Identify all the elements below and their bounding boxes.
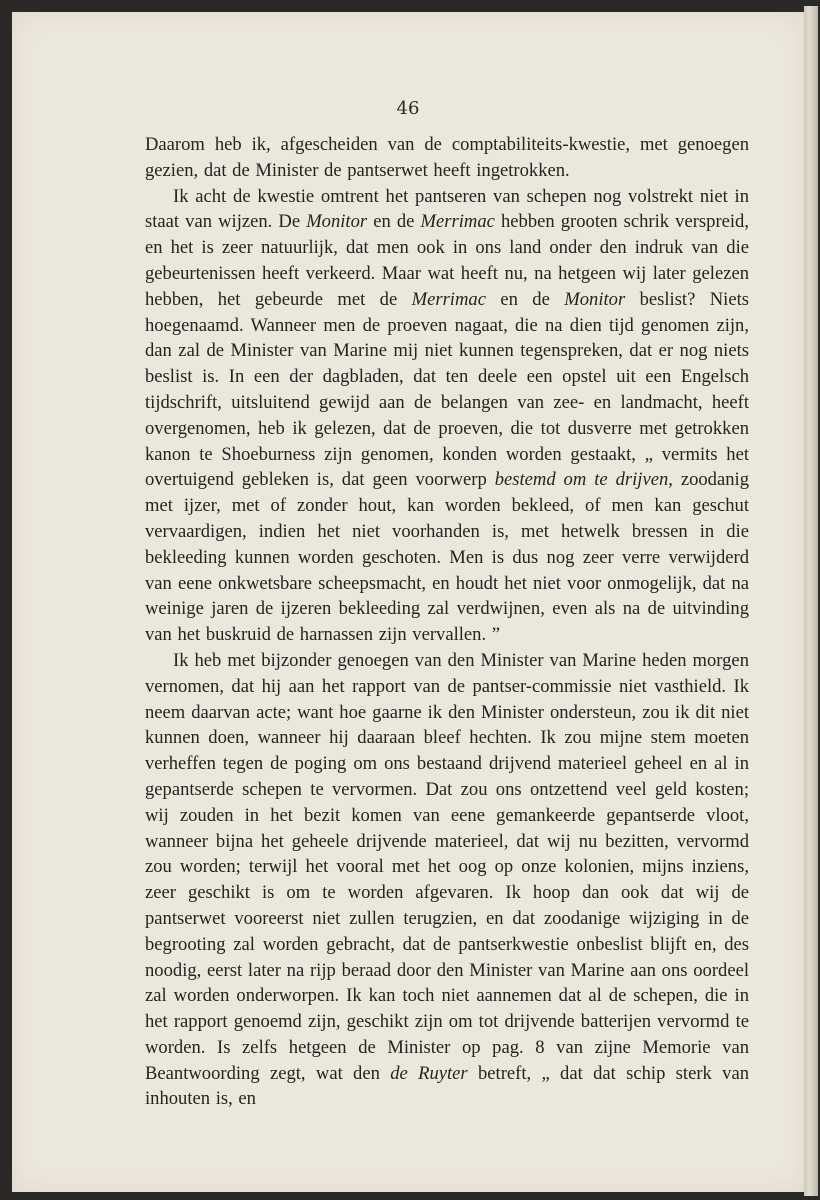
italic-text: Monitor xyxy=(564,288,626,310)
text-run: en de xyxy=(367,211,421,233)
paragraph xyxy=(145,648,749,1112)
paragraph xyxy=(145,132,749,184)
text-run: Ik heb met bijzonder genoegen van den Minister van Marine heden morgen vernomen, dat hij aan het rapport van de pantser-commissie niet vasthield. Ik neem daarvan acte; want hoe gaarne ik den Minister ondersteun, zou ik dit niet kunnen doen, wanneer hij daaraan bleef hechten. Ik zou mijne stem moeten verheffen tegen de poging om ons bestaand drijvend materieel geheel en al in gepantserde schepen te vervormen. Dat zou ons ontzettend veel geld kosten; wij zouden in het bezit komen van eene gemankeerde gepantserde vloot, wanneer bijna het geheele drijvende materieel, dat wij nu bezitten, vervormd zou worden; terwijl het vooral met het oog op onze kolonien, mijns inziens, zeer geschikt is om te worden afgevaren. Ik hoop dan ook dat wij de pantserwet vooreerst niet zullen terugzien, en dat zoodanige wijziging in de begrooting zal worden gebracht, dat de pantserkwestie onbeslist blijft en, des noodig, eerst later na rijp beraad door den Minister van Marine aan ons oordeel zal worden onderworpen. Ik kan toch niet aannemen dat al de schepen, die in het rapport genoemd zijn, geschikt zijn om tot drijvende batterijen vervormd te worden. Is zelfs hetgeen de Minister op pag. 8 van zijne Memorie van Beantwoording zegt, wat den xyxy=(145,649,749,1084)
book-page xyxy=(12,12,804,1192)
text-run: Daarom heb ik, afgescheiden van de comptabiliteits-kwestie, met genoegen gezien, dat de Minister de pantserwet heeft ingetrokken. xyxy=(145,134,749,181)
text-run: Ik acht de kwestie omtrent het pantseren van schepen nog volstrekt niet in staat van wijzen. De xyxy=(145,185,749,233)
italic-text: Monitor xyxy=(306,211,368,233)
italic-text: Merrimac xyxy=(411,288,486,310)
text-run: betreft, „ dat dat schip sterk van inhouten is, en xyxy=(145,1062,749,1110)
page-number: 46 xyxy=(396,98,420,119)
text-run: en de xyxy=(485,288,565,310)
italic-text: de Ruyter xyxy=(390,1062,468,1084)
italic-text: bestemd om te drijven xyxy=(494,469,669,491)
paragraph xyxy=(145,184,749,648)
page-edge xyxy=(804,6,818,1196)
italic-text: Merrimac xyxy=(420,211,495,233)
text-run: beslist? Niets hoegenaamd. Wanneer men de proeven nagaat, die na dien tijd genomen zijn, dan zal de Minister van Marine mij niet kunnen tegenspreken, dat er nog niets beslist is. In een der dagbladen, dat ten deele een opstel uit een Engelsch tijdschrift, uitsluitend gewijd aan de belangen van zee- en landmacht, heeft overgenomen, heb ik gelezen, dat de proeven, die tot dusverre met getrokken kanon te Shoeburness zijn genomen, konden worden gestaakt, „ vermits het overtuigend gebleken is, dat geen voorwerp xyxy=(145,288,749,491)
text-run: , zoodanig met ijzer, met of zonder hout, kan worden bekleed, of men kan geschut vervaardigen, indien het niet voorhanden is, met hetwelk bressen in die bekleeding kunnen worden geschoten. Men is dus nog zeer verre verwijderd van eene onkwetsbare scheepsmacht, en houdt het niet voor onmogelijk, dat na weinige jaren de ijzeren bekleeding zal verdwijnen, even als na de uitvinding van het buskruid de harnassen zijn vervallen. ” xyxy=(145,469,749,646)
text-run: hebben grooten schrik verspreid, en het is zeer natuurlijk, dat men ook in ons land onder den indruk van die gebeurtenissen heeft verkeerd. Maar wat heeft nu, na hetgeen wij later gelezen hebben, het gebeurde met de xyxy=(145,211,750,310)
body-text xyxy=(145,132,749,1112)
